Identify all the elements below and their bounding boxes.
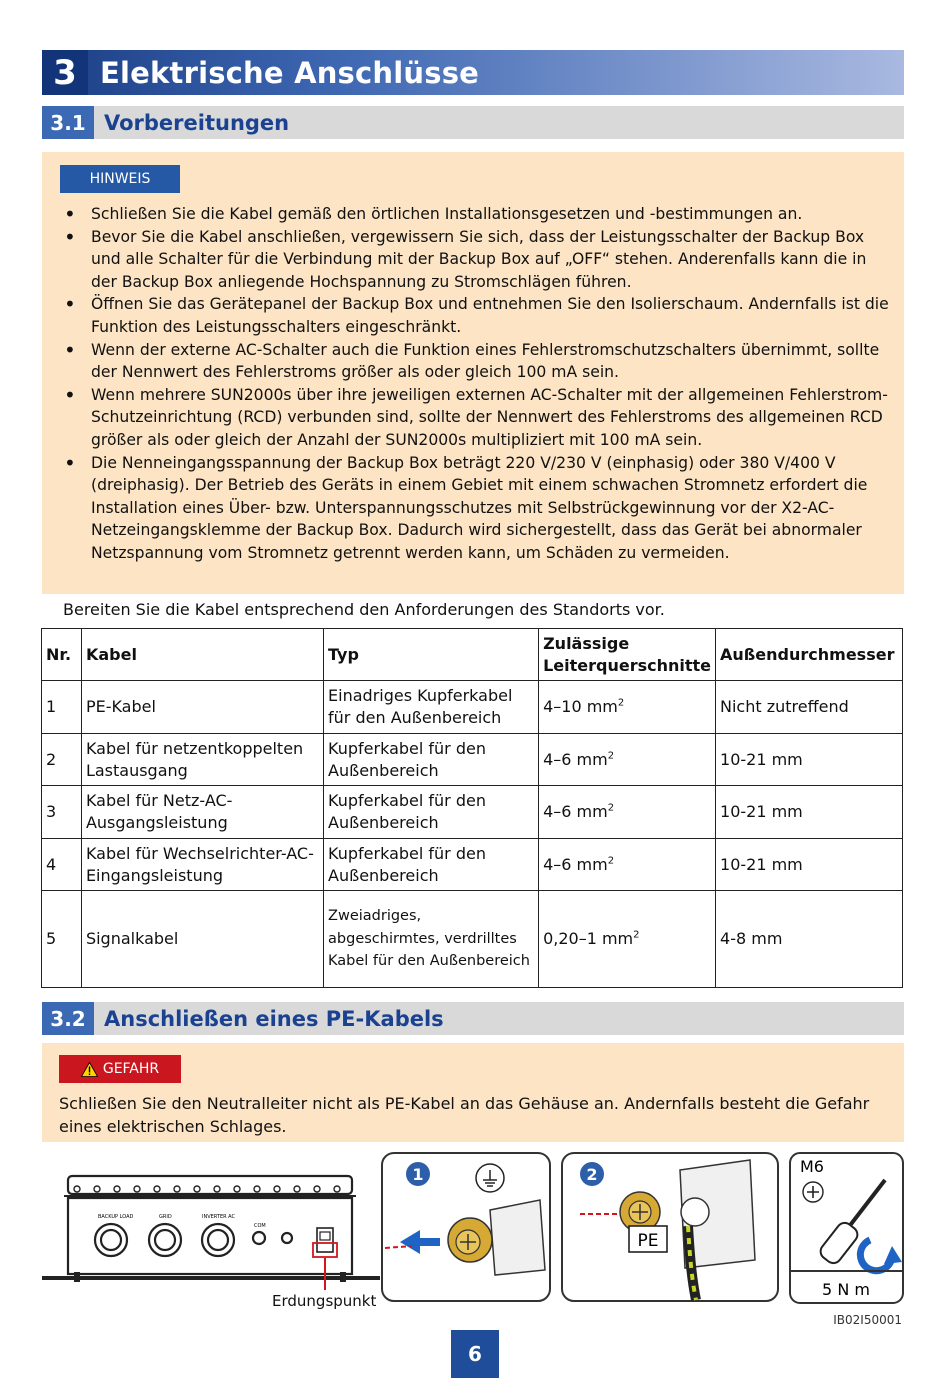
cable-table <box>41 628 903 988</box>
header-querschnitt-line2: Leiterquerschnitte <box>543 655 712 675</box>
notice-item: • Öffnen Sie das Gerätepanel der Backup Box und entnehmen Sie den Isolierschaum. Andernfalls ist die Funktion des Leistungsschalters eingeschränkt. <box>64 293 894 338</box>
header-durchmesser: Außendurchmesser <box>716 629 903 681</box>
cell-durchmesser: 4-8 mm <box>716 891 903 988</box>
cell-kabel: Kabel für Netz-AC-Ausgangsleistung <box>81 786 323 839</box>
step2-panel <box>562 1153 778 1301</box>
querschnitt-value: 4–10 mm <box>543 697 618 716</box>
cell-durchmesser: Nicht zutreffend <box>716 681 903 734</box>
section-heading-preparations <box>42 106 904 139</box>
torque-value: 5 N m <box>822 1280 870 1299</box>
step1-panel <box>382 1153 550 1301</box>
port-label: GRID <box>159 1214 172 1220</box>
cell-durchmesser: 10-21 mm <box>716 734 903 786</box>
cell-kabel: Kabel für netzentkoppelten Lastausgang <box>81 734 323 786</box>
chapter-title: Elektrische Anschlüsse <box>100 55 480 90</box>
cell-nr: 1 <box>42 681 82 734</box>
chapter-number: 3 <box>42 50 88 95</box>
notice-item: • Wenn der externe AC-Schalter auch die Funktion eines Fehlerstromschutzschalters übernimmt, sollte der Nennwert des Fehlerstroms größer als oder gleich 100 mA sein. <box>64 339 894 384</box>
danger-label: GEFAHR <box>102 1061 160 1077</box>
cell-querschnitt <box>539 681 716 734</box>
superscript: 2 <box>607 855 615 867</box>
cell-nr: 4 <box>42 839 82 891</box>
chapter-heading <box>42 50 904 95</box>
warning-triangle-icon <box>81 1062 98 1077</box>
header-typ: Typ <box>324 629 539 681</box>
backup-box-drawing <box>42 1176 380 1290</box>
port-label: INVERTER AC <box>202 1214 236 1220</box>
superscript: 2 <box>607 802 615 814</box>
notice-badge: HINWEIS <box>60 165 180 193</box>
screw-size: M6 <box>800 1157 824 1176</box>
cell-durchmesser: 10-21 mm <box>716 839 903 891</box>
notice-item: • Wenn mehrere SUN2000s über ihre jeweiligen externen AC-Schalter mit der allgemeinen Fehlerstrom-Schutzeinrichtung (RCD) verbunden sind, sollte der Nennwert des Fehlerstroms des allgemeinen RCD größer als oder gleich der Anzahl der SUN2000s multipliziert mit 100 mA sein. <box>64 384 894 452</box>
notice-box <box>42 152 904 594</box>
cell-typ: Kupferkabel für den Außenbereich <box>324 786 539 839</box>
danger-badge <box>59 1055 181 1083</box>
installation-illustration <box>40 1150 910 1340</box>
table-row <box>42 734 903 786</box>
table-row <box>42 786 903 839</box>
cell-typ: Kupferkabel für den Außenbereich <box>324 734 539 786</box>
cell-typ: Einadriges Kupferkabel für den Außenbereich <box>324 681 539 734</box>
querschnitt-value: 4–6 mm <box>543 749 608 769</box>
pe-cable-figure <box>40 1150 910 1340</box>
torque-panel <box>790 1153 903 1303</box>
superscript: 2 <box>633 929 640 941</box>
notice-item: • Schließen Sie die Kabel gemäß den örtlichen Installationsgesetzen und -bestimmungen an. <box>64 203 894 226</box>
notice-item: • Die Nenneingangsspannung der Backup Box beträgt 220 V/230 V (einphasig) oder 380 V/400 V (dreiphasig). Der Betrieb des Geräts in einem Gebiet mit einem schwachen Stromnetz erfordert die Installation eines Über- bzw. Unterspannungsschutzes mit Selbstrückgewinnung vor der X2-AC-Netzeingangsklemme der Backup Box. Dadurch wird sichergestellt, dass das Gerät bei abnormaler Netzspannung vom Stromnetz getrennt werden kann, um Schäden zu vermeiden. <box>64 452 894 565</box>
querschnitt-value: 0,20–1 mm <box>543 929 634 948</box>
danger-box <box>42 1043 904 1142</box>
table-row <box>42 891 903 988</box>
intro-text: Bereiten Sie die Kabel entsprechend den Anforderungen des Standorts vor. <box>63 600 665 619</box>
header-nr: Nr. <box>42 629 82 681</box>
notice-list <box>64 203 894 565</box>
port-label: COM <box>254 1223 266 1229</box>
header-querschnitt-line1: Zulässige <box>543 633 630 653</box>
port-label: BACKUP LOAD <box>98 1214 134 1220</box>
cell-kabel: PE-Kabel <box>81 681 323 734</box>
page-number: 6 <box>451 1330 499 1378</box>
grounding-point-caption: Erdungspunkt <box>272 1292 377 1310</box>
notice-item: • Bevor Sie die Kabel anschließen, vergewissern Sie sich, dass der Leistungsschalter der Backup Box und alle Schalter für die Verbindung mit der Backup Box auf „OFF“ stehen. Anderenfalls kann die in der Backup Box anliegende Hochspannung zu Stromschlägen führen. <box>64 226 894 294</box>
table-header-row <box>42 629 903 681</box>
cell-typ: Zweiadriges, abgeschirmtes, verdrilltes Kabel für den Außenbereich <box>324 891 539 988</box>
superscript: 2 <box>607 750 615 762</box>
cell-querschnitt <box>539 891 716 988</box>
querschnitt-value: 4–6 mm <box>543 802 608 821</box>
cell-nr: 2 <box>42 734 82 786</box>
cell-querschnitt <box>539 839 716 891</box>
superscript: 2 <box>617 697 625 709</box>
header-querschnitt <box>539 629 716 681</box>
cell-nr: 3 <box>42 786 82 839</box>
cell-kabel: Signalkabel <box>81 891 323 988</box>
pe-label: PE <box>637 1231 659 1251</box>
section-title: Vorbereitungen <box>104 110 290 135</box>
cell-typ: Kupferkabel für den Außenbereich <box>324 839 539 891</box>
cell-nr: 5 <box>42 891 82 988</box>
cell-querschnitt <box>539 786 716 839</box>
header-kabel: Kabel <box>81 629 323 681</box>
cell-durchmesser: 10-21 mm <box>716 786 903 839</box>
section-number: 3.2 <box>42 1002 94 1035</box>
cell-kabel: Kabel für Wechselrichter-AC-Eingangsleistung <box>81 839 323 891</box>
section-number: 3.1 <box>42 106 94 139</box>
table-row <box>42 839 903 891</box>
table-row <box>42 681 903 734</box>
section-heading-pe-cable <box>42 1002 904 1035</box>
figure-code: IB02I50001 <box>833 1313 902 1327</box>
step-number: 2 <box>586 1165 598 1184</box>
section-title: Anschließen eines PE-Kabels <box>104 1006 444 1031</box>
cell-querschnitt <box>539 734 716 786</box>
step-number: 1 <box>412 1165 424 1184</box>
danger-text: Schließen Sie den Neutralleiter nicht als PE-Kabel an das Gehäuse an. Andernfalls besteht die Gefahr eines elektrischen Schlages. <box>59 1094 870 1136</box>
querschnitt-value: 4–6 mm <box>543 854 608 874</box>
